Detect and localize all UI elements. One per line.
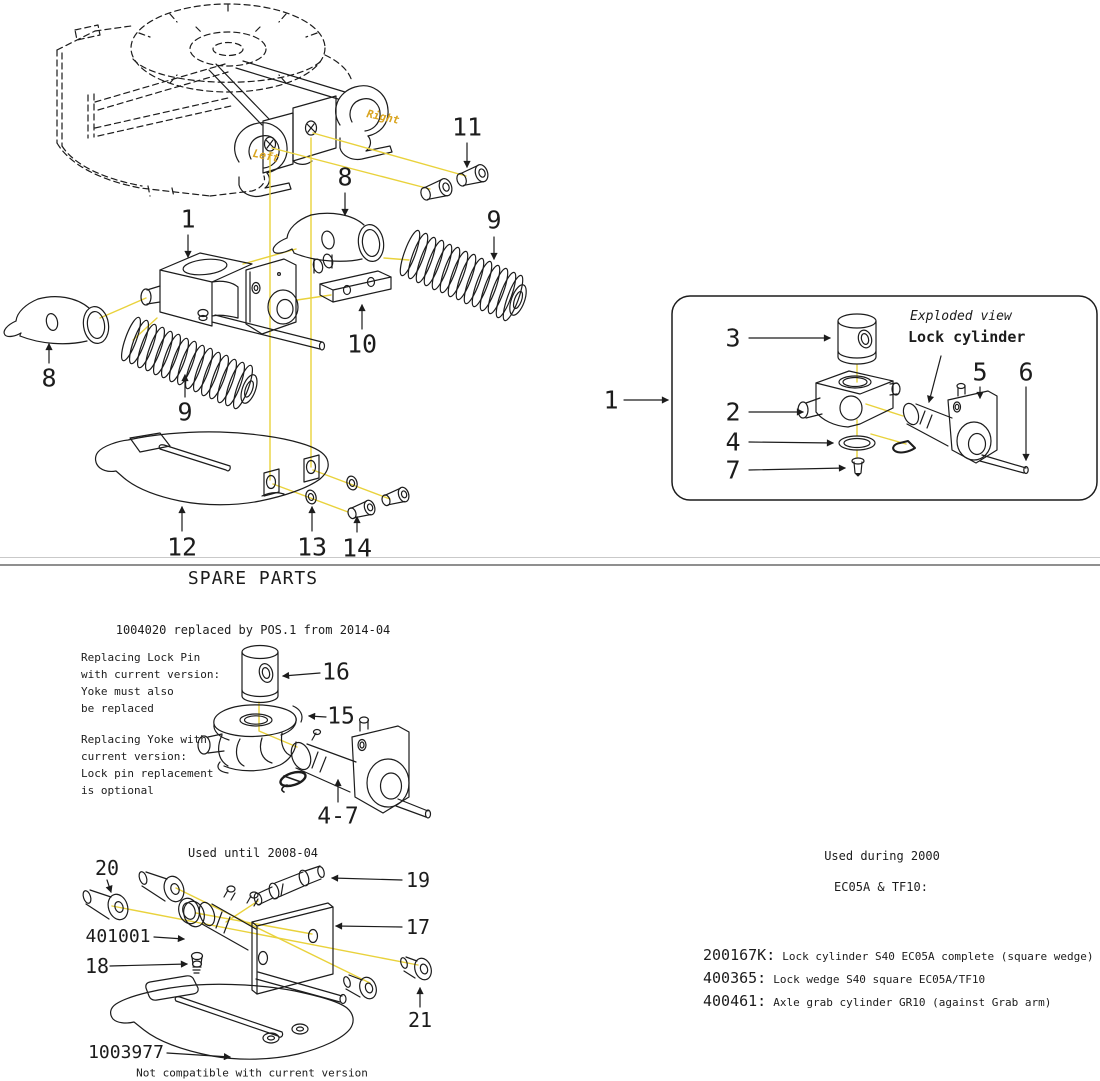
- replacement-note: 1004020 replaced by POS.1 from 2014-04: [115, 623, 391, 637]
- callout-1: 1: [180, 204, 196, 234]
- inset-callout-2: 2: [725, 397, 741, 427]
- part-5-lock-cylinder: [893, 384, 997, 464]
- callout-20: 20: [94, 856, 120, 880]
- legacy-item-code: 400461:: [703, 992, 767, 1010]
- legacy-rod: [256, 972, 346, 1004]
- callout-15: 15: [327, 703, 355, 730]
- callout-19: 19: [405, 868, 431, 892]
- part-4-oring: [839, 436, 875, 450]
- section-divider-thin: [0, 557, 1100, 558]
- used-until-heading: Used until 2008-04: [187, 846, 319, 860]
- orientation-label-right: Right: [365, 107, 401, 127]
- callout-8-left: 8: [41, 363, 57, 393]
- grab-bracket-left: [209, 64, 291, 196]
- callout-14: 14: [341, 533, 373, 563]
- inset-callout-7: 7: [725, 455, 741, 485]
- inset-callout-6: 6: [1018, 357, 1034, 387]
- part-10-bar: [320, 271, 391, 302]
- legacy-screw-lower: [342, 975, 379, 1001]
- machine-outline: [57, 4, 352, 197]
- screws-11: [419, 163, 490, 203]
- inset-lock-cylinder-box: [624, 296, 1097, 500]
- legacy-item-desc: Axle grab cylinder GR10 (against Grab arm): [773, 996, 1052, 1009]
- yoke-note-line: Replacing Yoke with: [81, 733, 207, 746]
- screw-21: [399, 956, 434, 982]
- callout-arrows-main: [49, 143, 494, 532]
- legacy-item-row: [703, 946, 1094, 964]
- callout-8-top: 8: [337, 162, 353, 192]
- part-7-screw: [852, 458, 864, 476]
- inset-view-label: Exploded view: [910, 309, 1012, 324]
- inset-callout-1: 1: [603, 385, 619, 415]
- part-2-yoke: [798, 371, 900, 427]
- legacy-item-code: 200167K:: [703, 946, 776, 964]
- inset-callout-3: 3: [725, 323, 741, 353]
- legacy-item-desc: Lock cylinder S40 EC05A complete (square wedge): [782, 950, 1094, 963]
- part-17-plate: [252, 903, 333, 994]
- yoke-note-line: is optional: [81, 784, 154, 797]
- part-16-lock-pin: [242, 646, 278, 703]
- part-code-1003977: 1003977: [88, 1042, 164, 1063]
- part-8-sleeve-left: [4, 297, 111, 345]
- yoke-note-line: current version:: [81, 750, 187, 763]
- legacy-item-code: 400365:: [703, 969, 767, 987]
- screws-14: [346, 486, 411, 522]
- used-during-heading: Used during 2000: [824, 849, 940, 863]
- lock-pin-note-line: Replacing Lock Pin: [81, 651, 201, 664]
- callout-12: 12: [166, 532, 198, 562]
- callout-21: 21: [407, 1008, 433, 1032]
- legacy-item-row: [703, 992, 1051, 1010]
- yoke-note-line: Lock pin replacement: [81, 767, 214, 780]
- legacy-item-row: [703, 969, 985, 987]
- callout-arrows-legacy: [107, 878, 420, 1057]
- callout-11: 11: [451, 112, 483, 142]
- section-divider: [0, 564, 1100, 566]
- part-12-plate: [96, 432, 329, 505]
- legacy-item-desc: Lock wedge S40 square EC05A/TF10: [773, 973, 986, 986]
- compatibility-footnote: Not compatible with current version: [136, 1066, 368, 1080]
- callout-18: 18: [84, 954, 110, 978]
- lock-pin-note-line: be replaced: [81, 702, 154, 715]
- callout-10: 10: [346, 329, 378, 359]
- inset-callout-4: 4: [725, 427, 741, 457]
- callout-9-right: 9: [486, 205, 502, 235]
- inset-part-name: Lock cylinder: [908, 328, 1026, 346]
- part-9-spring-right: [397, 229, 530, 323]
- screw-18: [192, 953, 203, 974]
- orientation-label-left: Left: [251, 146, 281, 166]
- lock-pin-note-line: Yoke must also: [81, 685, 174, 698]
- part-15-yoke: [198, 705, 302, 773]
- lock-pin-note-line: with current version:: [81, 668, 221, 681]
- part-code-401001: 401001: [85, 926, 151, 947]
- part-6-rod: [980, 455, 1028, 474]
- callout-17: 17: [405, 915, 431, 939]
- callout-9-left: 9: [177, 397, 193, 427]
- spare-parts-heading: SPARE PARTS: [187, 568, 319, 589]
- part-19-pin: [253, 866, 325, 906]
- part-3-lock-pin: [838, 314, 876, 364]
- callout-16: 16: [322, 659, 350, 686]
- callout-4-7: 4-7: [317, 803, 359, 830]
- inset-callout-5: 5: [972, 357, 988, 387]
- part-9-spring-left: [118, 316, 260, 411]
- part-1-assembly: [141, 253, 334, 350]
- model-subheading: EC05A & TF10:: [834, 880, 928, 894]
- callout-13: 13: [296, 532, 328, 562]
